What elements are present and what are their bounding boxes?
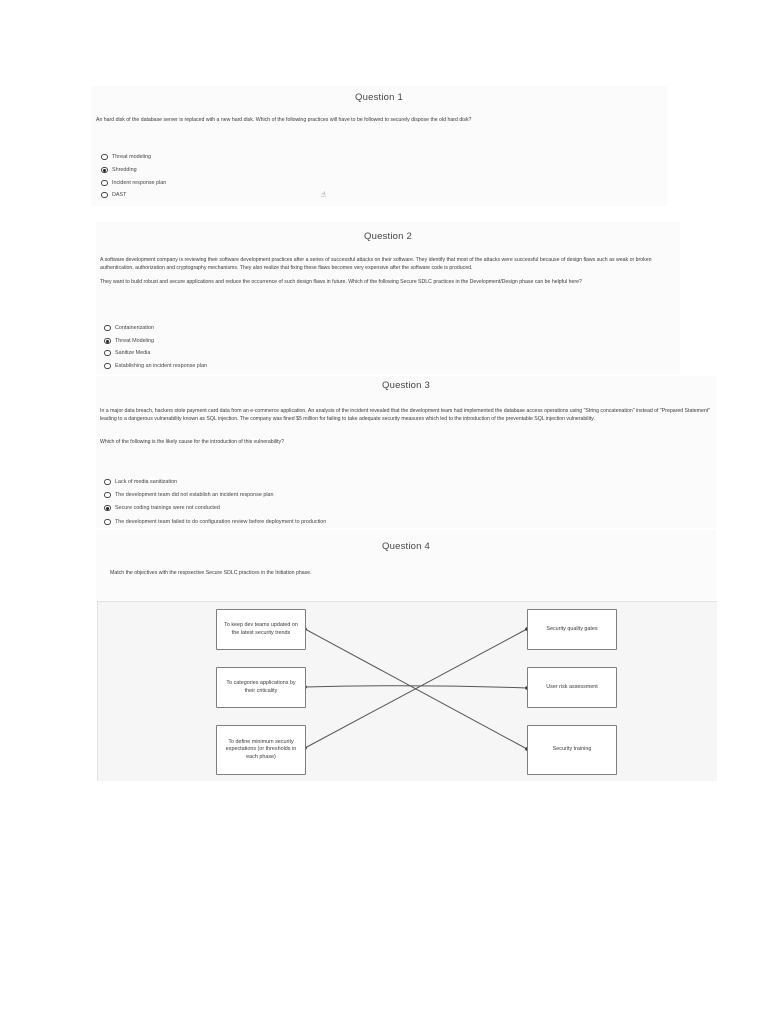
question-text: An hard disk of the database server is replaced with a new hard disk. Which of the following practices will have to be followed to securely dispose the old hard disk? [96, 117, 472, 123]
radio-button[interactable] [104, 350, 111, 357]
radio-button[interactable] [101, 180, 108, 187]
radio-button[interactable] [101, 192, 108, 199]
radio-button[interactable] [104, 363, 111, 370]
radio-button[interactable] [104, 479, 111, 486]
hand-cursor-icon: ☝ [321, 190, 326, 199]
radio-button[interactable] [104, 325, 111, 332]
option-no-incident-response-plan[interactable] [104, 490, 274, 500]
practice-box[interactable]: Security training [527, 725, 617, 775]
option-threat-modeling[interactable] [101, 152, 151, 162]
radio-button[interactable] [104, 519, 111, 526]
option-label: The development team failed to do configuration review before deployment to production [115, 519, 327, 525]
question-text: In a major data breach, hackers stole payment card data from an e-commerce application. An analysis of the incident revealed that the development team had implemented the database access operations using "String concatenation" instead of "Prepared Statement" leading to a dangerous vulnerability known as SQL injection. The company was fined $5 million for failing to take adequate security measures which led to the introduction of the preventable SQL injection vulnerability. [100, 408, 711, 422]
question-text: Match the objectives with the respsective Secure SDLC practices in the Initiation phase. [110, 570, 312, 576]
option-secure-coding-trainings[interactable] [104, 503, 220, 513]
matching-area [97, 601, 717, 781]
radio-button[interactable] [101, 154, 108, 161]
question-2-panel [96, 222, 680, 374]
option-label: Secure coding trainings were not conducted [115, 505, 220, 511]
question-title: Question 3 [382, 380, 430, 391]
option-threat-modeling[interactable] [104, 336, 154, 346]
option-incident-response-plan[interactable] [101, 178, 166, 188]
question-text: A software development company is reviewing their software development practices after a series of successful attacks on their software. They identify that most of the attacks were successful because of design flaws such as weak or broken authentication, authorization and cryptography mechanisms. They also realize that fixing these flaws becomes very expensive after the software code is produced. [100, 257, 652, 271]
option-label: Sanitize Media [115, 350, 151, 356]
objective-box[interactable]: To keep dev teams updated on the latest security trends [216, 609, 306, 650]
practice-box[interactable]: User risk assessment [527, 667, 617, 708]
question-1-panel [91, 86, 667, 206]
option-label: Establishing an incident response plan [115, 363, 208, 369]
question-title: Question 4 [382, 541, 430, 552]
option-label: Threat modeling [112, 154, 151, 160]
match-connections [98, 602, 717, 781]
option-label: Threat Modeling [115, 338, 154, 344]
radio-button-selected[interactable] [101, 167, 108, 174]
question-title: Question 1 [355, 92, 403, 103]
option-dast[interactable] [101, 190, 126, 200]
option-configuration-review[interactable] [104, 517, 326, 527]
practice-box[interactable]: Security quality gates [527, 609, 617, 650]
option-shredding[interactable] [101, 165, 137, 175]
connection-line[interactable] [305, 686, 527, 688]
question-text: They want to build robust and secure applications and reduce the occurrence of such design flaws in future. Which of the following Secure SDLC practices in the Development/Design phase can be helpful here? [100, 279, 582, 285]
option-incident-response-plan[interactable] [104, 361, 207, 371]
option-label: Shredding [112, 167, 137, 173]
option-lack-of-media-sanitization[interactable] [104, 477, 177, 487]
question-title: Question 2 [364, 231, 412, 242]
option-label: Lack of media sanitization [115, 479, 178, 485]
radio-button[interactable] [104, 492, 111, 499]
question-3-panel [96, 376, 716, 528]
question-4-panel [96, 530, 716, 600]
option-sanitize-media[interactable] [104, 348, 150, 358]
question-text: Which of the following is the likely cause for the introduction of this vulnerability? [100, 439, 284, 445]
objective-box[interactable]: To categories applications by their criticality [216, 667, 306, 708]
option-containerization[interactable] [104, 323, 154, 333]
option-label: DAST [112, 192, 127, 198]
radio-button-selected[interactable] [104, 338, 111, 345]
option-label: Containerization [115, 325, 154, 331]
option-label: The development team did not establish an incident response plan [115, 492, 274, 498]
objective-box[interactable]: To define minimum security expectations (or thresholds in each phase) [216, 725, 306, 775]
option-label: Incident response plan [112, 180, 167, 186]
radio-button-selected[interactable] [104, 505, 111, 512]
